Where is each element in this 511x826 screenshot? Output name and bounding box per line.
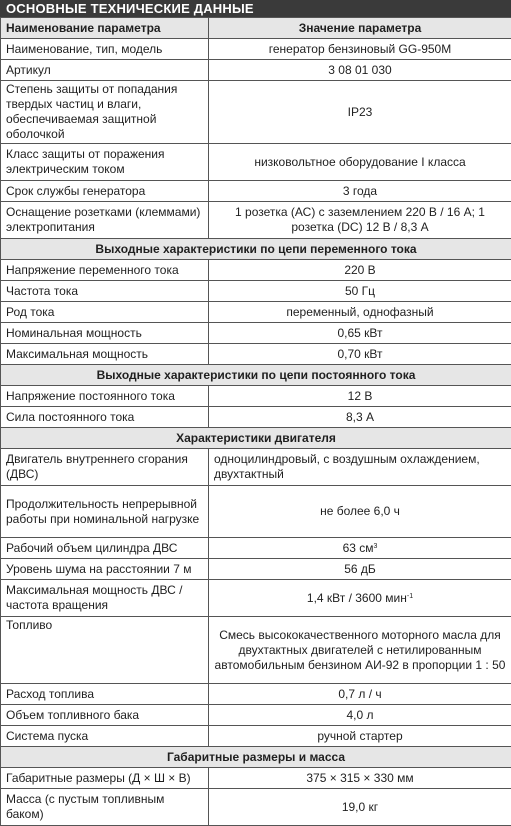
table-row [1,281,511,302]
param-value: 8,3 А [209,407,511,428]
param-name: Частота тока [1,281,209,302]
section-title: Габаритные размеры и масса [1,747,511,768]
table-row [1,202,511,239]
param-name: Уровень шума на расстоянии 7 м [1,559,209,580]
param-value: IP23 [209,81,511,144]
table-row [1,726,511,747]
table-header-row [1,18,511,39]
param-value: одноцилиндровый, с воздушным охлаждением, двухтактный [209,449,511,486]
table-row [1,39,511,60]
param-name: Срок службы генератора [1,181,209,202]
param-name: Степень защиты от попадания твердых частиц и влаги, обеспечиваемая защитной оболочкой [1,81,209,144]
table-row [1,559,511,580]
param-value: 19,0 кг [209,789,511,826]
specifications-table [0,17,511,826]
table-row [1,344,511,365]
table-row [1,181,511,202]
param-value: Смесь высококачественного моторного масла для двухтактных двигателей с нетилированным автомобильным бензином АИ-92 в пропорции 1 : 50 [209,617,511,684]
param-name: Класс защиты от поражения электрическим током [1,144,209,181]
table-row [1,684,511,705]
param-value: 3 08 01 030 [209,60,511,81]
table-row [1,60,511,81]
param-name: Номинальная мощность [1,323,209,344]
param-value: 375 × 315 × 330 мм [209,768,511,789]
table-row [1,486,511,538]
header-parameter-name: Наименование параметра [1,18,209,39]
param-name: Максимальная мощность [1,344,209,365]
table-row [1,617,511,684]
section-header-ac [1,239,511,260]
param-value: переменный, однофазный [209,302,511,323]
value-text: 63 см [343,541,374,555]
param-name: Артикул [1,60,209,81]
superscript: 3 [374,543,378,550]
header-parameter-value: Значение параметра [209,18,511,39]
table-row [1,386,511,407]
param-value: 50 Гц [209,281,511,302]
document-title: ОСНОВНЫЕ ТЕХНИЧЕСКИЕ ДАННЫЕ [0,0,511,17]
section-title: Выходные характеристики по цепи постоянного тока [1,365,511,386]
section-header-dimensions [1,747,511,768]
param-value: ручной стартер [209,726,511,747]
param-value: 220 В [209,260,511,281]
param-name: Масса (с пустым топливным баком) [1,789,209,826]
param-value: 0,70 кВт [209,344,511,365]
param-name: Сила постоянного тока [1,407,209,428]
param-name: Рабочий объем цилиндра ДВС [1,538,209,559]
param-name: Топливо [1,617,209,684]
section-title: Выходные характеристики по цепи переменного тока [1,239,511,260]
table-row [1,260,511,281]
param-name: Оснащение розетками (клеммами) электропитания [1,202,209,239]
param-value: 1 розетка (АС) с заземлением 220 В / 16 А; 1 розетка (DC) 12 В / 8,3 А [209,202,511,239]
param-name: Напряжение постоянного тока [1,386,209,407]
param-value: 0,7 л / ч [209,684,511,705]
section-header-engine [1,428,511,449]
param-value: 56 дБ [209,559,511,580]
param-value: 12 В [209,386,511,407]
param-value: генератор бензиновый GG-950M [209,39,511,60]
param-value: не более 6,0 ч [209,486,511,538]
param-name: Продолжительность непрерывной работы при номинальной нагрузке [1,486,209,538]
param-value: 0,65 кВт [209,323,511,344]
table-row [1,144,511,181]
param-value [209,580,511,617]
table-row [1,768,511,789]
superscript: -1 [407,593,413,600]
param-name: Габаритные размеры (Д × Ш × В) [1,768,209,789]
section-title: Характеристики двигателя [1,428,511,449]
param-name: Род тока [1,302,209,323]
table-row [1,323,511,344]
table-row [1,789,511,826]
table-row [1,81,511,144]
table-row [1,580,511,617]
value-text: 1,4 кВт / 3600 мин [307,591,407,605]
param-name: Наименование, тип, модель [1,39,209,60]
param-name: Объем топливного бака [1,705,209,726]
table-row [1,538,511,559]
table-row [1,705,511,726]
table-row [1,302,511,323]
table-row [1,407,511,428]
param-value: 4,0 л [209,705,511,726]
section-header-dc [1,365,511,386]
param-value [209,538,511,559]
param-name: Напряжение переменного тока [1,260,209,281]
param-name: Двигатель внутреннего сгорания (ДВС) [1,449,209,486]
param-value: низковольтное оборудование I класса [209,144,511,181]
param-value: 3 года [209,181,511,202]
param-name: Расход топлива [1,684,209,705]
param-name: Максимальная мощность ДВС / частота вращения [1,580,209,617]
table-row [1,449,511,486]
param-name: Система пуска [1,726,209,747]
